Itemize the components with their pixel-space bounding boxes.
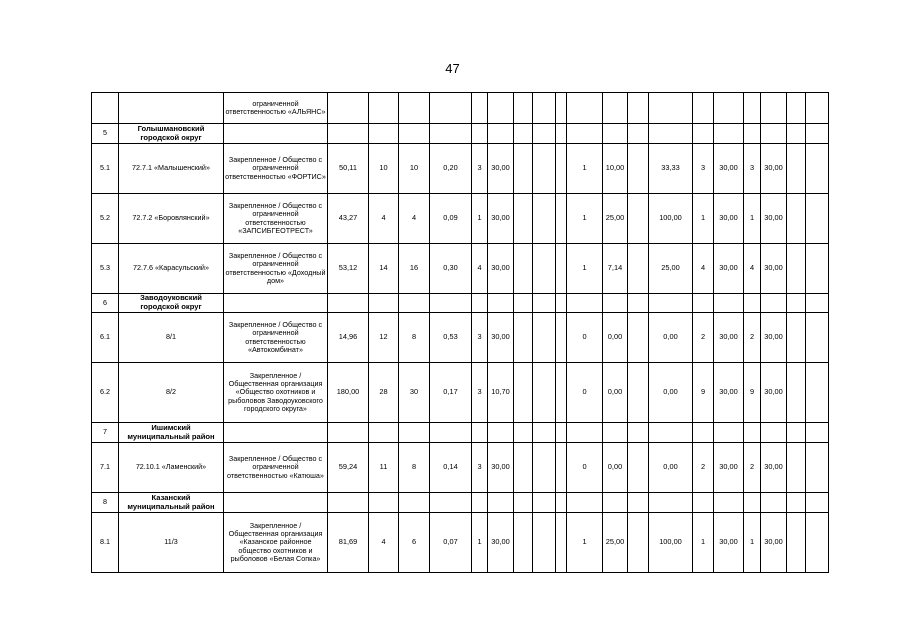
table-row: 5.3 72.7.6 «Карасульский» Закрепленное / Общество с ограниченной ответственностью «Доходный дом» 53,12 14 16 0,30 4 30,00 1 7,14 25,00 4 30,00 4 30,00 bbox=[92, 244, 829, 294]
ground-name: 72.10.1 «Ламенский» bbox=[119, 443, 224, 493]
table-row: 5.1 72.7.1 «Малышенский» Закрепленное / Общество с ограниченной ответственностью «ФОРТИС» 50,11 10 10 0,20 3 30,00 1 10,00 33,33 3 30,00 3 30,00 bbox=[92, 144, 829, 194]
owner-cell: Закрепленное / Общество с ограниченной ответственностью «Автокомбинат» bbox=[224, 313, 328, 363]
row-number: 8 bbox=[92, 493, 119, 513]
district-name: Голышмановский городской округ bbox=[119, 124, 224, 144]
table-row: 5.2 72.7.2 «Боровлянский» Закрепленное / Общество с ограниченной ответственностью «ЗАПСИБГЕОТРЕСТ» 43,27 4 4 0,09 1 30,00 1 25,00 100,00 1 30,00 1 30,00 bbox=[92, 194, 829, 244]
table-row-district bbox=[92, 294, 829, 313]
row-number: 5.3 bbox=[92, 244, 119, 294]
ground-name: 72.7.6 «Карасульский» bbox=[119, 244, 224, 294]
table-row: 6.1 8/1 Закрепленное / Общество с ограниченной ответственностью «Автокомбинат» 14,96 12 8 0,53 3 30,00 0 0,00 0,00 2 30,00 2 30,00 bbox=[92, 313, 829, 363]
table-row: 8.1 11/3 Закрепленное / Общественная организация «Казанское районное общество охотников и рыболовов «Белая Сопка» 81,69 4 6 0,07 1 30,00 1 25,00 100,00 1 30,00 1 30,00 bbox=[92, 513, 829, 573]
table-row-district bbox=[92, 124, 829, 144]
owner-cell: Закрепленное / Общество с ограниченной ответственностью «Доходный дом» bbox=[224, 244, 328, 294]
ground-name: 72.7.1 «Малышенский» bbox=[119, 144, 224, 194]
hunting-grounds-table bbox=[91, 92, 829, 573]
row-number: 5.1 bbox=[92, 144, 119, 194]
table-row: 7.1 72.10.1 «Ламенский» Закрепленное / Общество с ограниченной ответственностью «Катюша» 59,24 11 8 0,14 3 30,00 0 0,00 0,00 2 30,00 2 30,00 bbox=[92, 443, 829, 493]
owner-cell: Закрепленное / Общественная организация «Казанское районное общество охотников и рыболовов «Белая Сопка» bbox=[224, 513, 328, 573]
row-number: 6.2 bbox=[92, 363, 119, 423]
row-number: 8.1 bbox=[92, 513, 119, 573]
owner-cell: Закрепленное / Общество с ограниченной ответственностью «ЗАПСИБГЕОТРЕСТ» bbox=[224, 194, 328, 244]
owner-cell: Закрепленное / Общественная организация «Общество охотников и рыболовов Заводоуковского городского округа» bbox=[224, 363, 328, 423]
row-number: 7 bbox=[92, 423, 119, 443]
table-row-district bbox=[92, 493, 829, 513]
district-name: Казанский муниципальный район bbox=[119, 493, 224, 513]
row-number: 7.1 bbox=[92, 443, 119, 493]
district-name: Заводоуковский городской округ bbox=[119, 294, 224, 313]
table-row-district bbox=[92, 423, 829, 443]
ground-name: 8/2 bbox=[119, 363, 224, 423]
row-number: 6 bbox=[92, 294, 119, 313]
ground-name: 72.7.2 «Боровлянский» bbox=[119, 194, 224, 244]
table-row: 6.2 8/2 Закрепленное / Общественная организация «Общество охотников и рыболовов Заводоуковского городского округа» 180,00 28 30 0,17 3 10,70 0 0,00 0,00 9 30,00 9 30,00 bbox=[92, 363, 829, 423]
table-row-continuation bbox=[92, 93, 829, 124]
owner-cell: Закрепленное / Общество с ограниченной ответственностью «Катюша» bbox=[224, 443, 328, 493]
district-name: Ишимский муниципальный район bbox=[119, 423, 224, 443]
row-number: 5 bbox=[92, 124, 119, 144]
owner-cell: ограниченной ответственностью «АЛЬЯНС» bbox=[224, 93, 328, 124]
owner-cell: Закрепленное / Общество с ограниченной ответственностью «ФОРТИС» bbox=[224, 144, 328, 194]
row-number: 6.1 bbox=[92, 313, 119, 363]
row-number: 5.2 bbox=[92, 194, 119, 244]
ground-name: 8/1 bbox=[119, 313, 224, 363]
page-number: 47 bbox=[445, 61, 460, 76]
ground-name: 11/3 bbox=[119, 513, 224, 573]
